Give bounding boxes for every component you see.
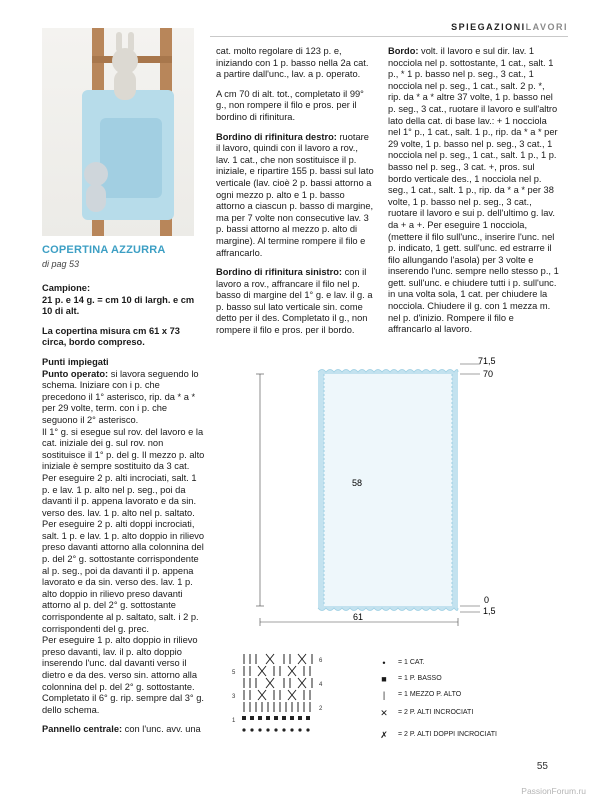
instructions-paragraph-2: Il 1° g. si esegue sul rov. del lavoro e la cat. iniziale dei g. sul rov. non sostituisce il 1° p. del g. Il mezzo p. alto iniziale è sempre sostituito da 3 cat. Per eseguire 2 p. alti incrociati, salt. 1 p. e lav. 1 p. alto nel p. seg., poi da davanti il p. appena lavorato e da sin. verso des. lav. 1 p. alto nel p. saltato. — [42, 426, 205, 518]
project-subtitle: di pag 53 — [42, 259, 80, 269]
legend-crossed-double-label: = 2 P. ALTI DOPPI INCROCIATI — [398, 731, 498, 738]
schema-scallop-bottom — [318, 608, 458, 611]
legend-chain-label: = 1 CAT. — [398, 659, 425, 666]
crossed-double-stitch-icon: ✗ — [380, 730, 388, 740]
crossed-stitch-icon: ✕ — [380, 708, 388, 718]
size-note: La copertina misura cm 61 x 73 circa, bordo compreso. — [42, 325, 180, 348]
chart-row-2: 2 — [319, 706, 323, 712]
col2-paragraph-1: cat. molto regolare di 123 p. e, iniziando con 1 p. basso nella 2a cat. a partire dall'unc., lav. a p. operato. — [216, 46, 369, 80]
stitches-heading: Punti impiegati — [42, 356, 109, 367]
bordo-text: volt. il lavoro e sul dir. lav. 1 nocciola nel p. sottostante, 1 cat., salt. 1 p., * 1 p. basso nel p. seg., 3 cat., 1 nocciola nel p. seg., 1 cat., salt. 2 p. *, rip. da * a * altre 37 volte, 1 p. basso nel p. seg., 3 cat., ruotare il lavoro e sull'altro lato della cat. di base lav.: + 1 nocciola nel 1° p., 1 cat., salt. 1 p., rip. da * a * per 29 volte, 1 p. basso nel p. seg., 3 cat., 1 nocciola nel p. seg., 1 cat., salt. 1 p., 1 p. basso nel p. seg., 3 cat. +, pros. sul bordo verticale des., 1 nocciola nel p. seg., 1 cat., salt. 1 p., rip. da * a * per 38 volte, 1 p. basso nel p. seg., 3 cat., ruotare il lavoro e sui p. dell'ultimo g. lav. da + a +. Per eseguire 1 nocciola, (mettere il filo sull'unc., inserire l'unc. nel p. indicato, 1 gett. sull'unc. ed estrarre il filo allungando l'asola) per 3 volte e inserendo l'unc. sempre nello stesso p., 1 gett. sull'unc. e chiudere tutti i p. sull'unc. in una volta sola, 1 cat. per chiudere la nocciola. Chiudere il g. con 1 mezza m. nel p. d'inizio. Rompere il filo e affrancarlo al lavoro. — [388, 46, 559, 335]
dim-top-715: 71,5 — [478, 356, 496, 366]
bordo-heading: Bordo: — [388, 46, 419, 56]
chart-row-4: 4 — [319, 682, 323, 688]
dim-top-70: 70 — [483, 369, 494, 379]
section-header — [451, 22, 568, 32]
col2-paragraph-2: A cm 70 di alt. tot., completato il 99° g., non rompere il filo e pros. per il bordino di rifinitura. — [216, 88, 364, 122]
chain-dot-icon: • — [382, 658, 386, 668]
legend-half-double-label: = 1 MEZZO P. ALTO — [398, 691, 462, 698]
dim-width-61: 61 — [353, 612, 364, 622]
project-title: COPERTINA AZZURRA — [42, 244, 166, 256]
half-double-bar-icon: | — [382, 690, 386, 700]
legend-row-chain — [376, 656, 576, 670]
legend-crossed-label: = 2 P. ALTI INCROCIATI — [398, 709, 474, 716]
chart-row-1: 1 — [232, 718, 236, 724]
campione-heading: Campione: — [42, 283, 91, 293]
instructions-paragraph-3: Per eseguire 2 p. alti doppi incrociati, salt. 1 p. e lav. 1 p. alto doppio in rilievo preso davanti attorno alla colonnina del p. del 2° g. sottostante corrispondente al p. seg., poi da davanti il p. appena lavorato e da sin. verso des. lav. 1 p. alto doppio in rilievo preso davanti attorno al p. del 2° g. sottostante corrispondente al p. saltato, salt. i 2 p. corrispondenti del g. prec. — [42, 519, 205, 634]
pannello-text: con l'unc. avv. una — [122, 724, 201, 735]
left-border-text: con il lavoro a rov., affrancare il filo nel p. basso di margine del 1° g. e lav. il g. a p. basso sul lato verticale sin. come detto per il des. Completato il g., non rompere il filo e pros. per il bordo. — [216, 267, 373, 336]
product-photo — [42, 28, 194, 236]
dim-bottom-0: 0 — [484, 595, 490, 605]
pannello-heading: Pannello centrale: — [42, 724, 123, 735]
campione-text: 21 p. e 14 g. = cm 10 di largh. e cm 10 di alt. — [42, 294, 195, 317]
right-border-heading: Bordino di rifinitura destro: — [216, 131, 337, 142]
operato-heading: Punto operato: — [42, 368, 109, 379]
chart-row-5: 5 — [232, 670, 236, 676]
legend-single-label: = 1 P. BASSO — [398, 675, 442, 682]
right-border-text: ruotare il lavoro, quindi con il lavoro a rov., lav. 1 cat., che non sostituisce il p. iniziale, e ripartire 155 p. bassi sul lato verticale (lav. cioè 2 p. bassi attorno a ogni mezzo p. alto e 1 p. basso attorno a ciascun p. basso di margine, ma per 7 volte non consecutive lav. 3 p. bassi attorno al mezzo p. alto di margine). Al termine rompere il filo e affrancarlo. — [216, 131, 374, 258]
operato-text: si lavora seguendo lo schema. Iniziare con i p. che precedono il 1° asterisco, rip. da * a * per 29 volte, term. con i p. che seguono il 2° asterisco. — [42, 368, 199, 425]
dim-bottom-15: 1,5 — [483, 606, 496, 616]
column-2 — [216, 46, 374, 345]
header-rule — [210, 36, 568, 37]
dim-height-58: 58 — [352, 478, 363, 488]
section-header-part1: SPIEGAZIONI — [451, 22, 526, 32]
instructions-paragraph-4: Per eseguire 1 p. alto doppio in rilievo preso davanti, lav. il p. alto doppio inserendo l'unc. dal davanti verso il dietro e da des. verso sin. attorno alla colonnina del p. del 2° g. sottostante. Completato il 6° g. rip. sempre dal 3° g. dello schema. — [42, 635, 204, 715]
schema-blanket-body — [324, 374, 452, 606]
schema-scallop-top — [318, 370, 458, 373]
left-border-heading: Bordino di rifinitura sinistro: — [216, 267, 343, 278]
legend-row-crossed — [376, 706, 576, 720]
legend-row-half-double — [376, 688, 576, 702]
page-number: 55 — [536, 761, 548, 772]
chart-row-6: 6 — [319, 658, 323, 664]
chart-row-3: 3 — [232, 694, 236, 700]
blanket-schema — [250, 350, 550, 630]
column-1 — [42, 283, 205, 744]
single-crochet-square-icon: ■ — [381, 674, 387, 684]
section-header-part2: LAVORI — [525, 22, 568, 32]
stitch-chart — [232, 650, 332, 736]
bear-toy-bottom — [84, 162, 108, 186]
legend-row-single — [376, 672, 576, 686]
watermark-footer: PassionForum.ru — [521, 786, 586, 796]
column-3 — [388, 46, 560, 344]
legend-row-crossed-double — [376, 728, 576, 742]
